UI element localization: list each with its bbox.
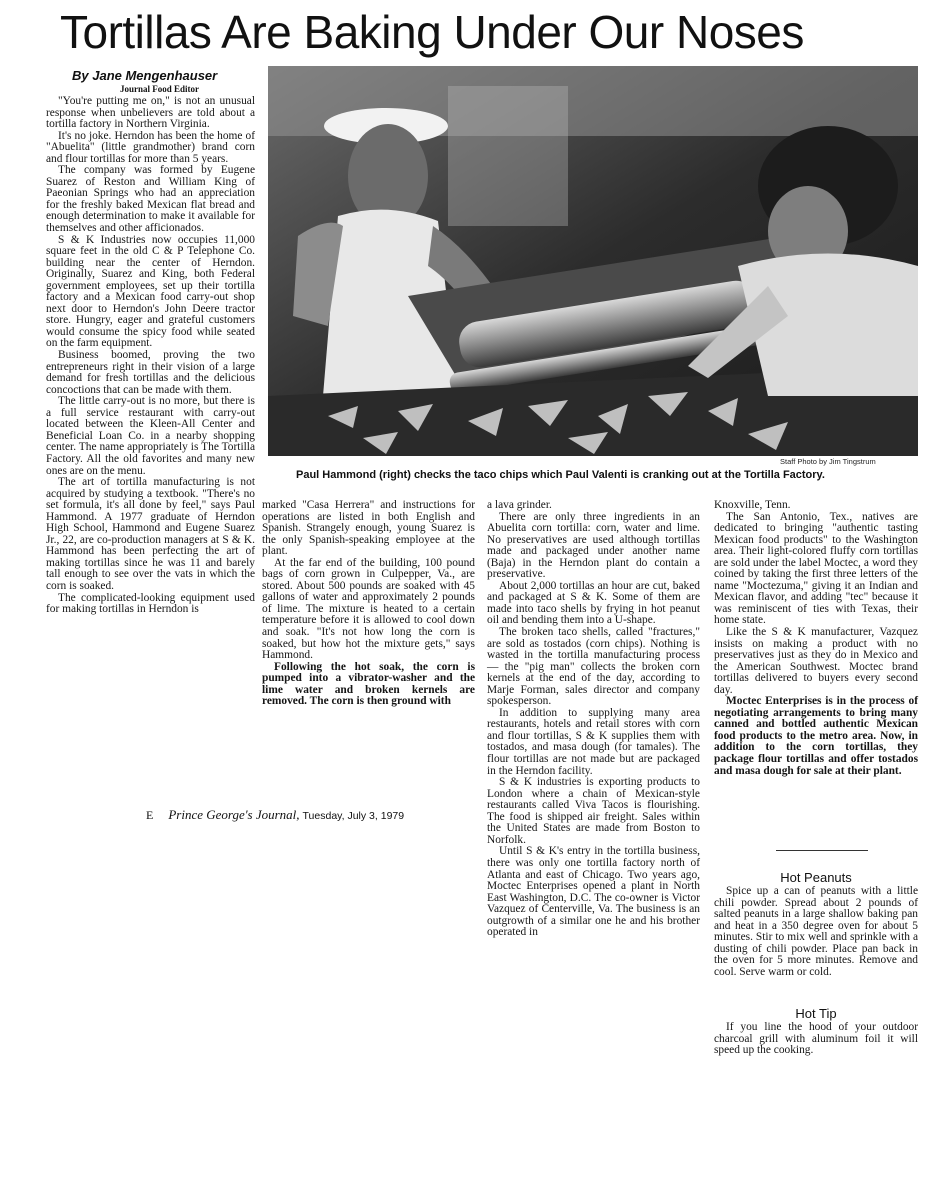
- headline: Tortillas Are Baking Under Our Noses: [60, 6, 804, 58]
- paragraph: It's no joke. Herndon has been the home of "Abuelita" (little grandmother) brand corn and flour tortillas for more than 5 years.: [46, 129, 255, 165]
- paragraph: Like the S & K manufacturer, Vazquez insists on making a product with no preservatives just as they do in Mexico and the American Southwest. Moctec brand tortillas delivered to buyers every second day.: [714, 626, 918, 696]
- article-column-4: [714, 500, 918, 777]
- paragraph: The complicated-looking equipment used for making tortillas in Herndon is: [46, 591, 255, 616]
- paragraph: About 2,000 tortillas an hour are cut, baked and packaged at S & K. Some of them are made into taco shells by frying in hot peanut oil and bending them into a U-shape.: [487, 579, 700, 627]
- paragraph: The company was formed by Eugene Suarez of Reston and William King of Paeonian Springs who had an appreciation for the freshly baked Mexican flat bread and enough determination to make it available for themselves and other afficionados.: [46, 164, 255, 235]
- recipe-title-hot-peanuts: Hot Peanuts: [780, 870, 852, 885]
- paragraph: S & K industries is exporting products to London where a chain of Mexican-style restaurants called Viva Tacos is flourishing. The food is shipped air freight. Sales within the United States are made from Boston to Norfolk.: [487, 776, 700, 846]
- paragraph: There are only three ingredients in an Abuelita corn tortilla: corn, water and lime. No preservatives are used although tortillas made and packaged under another name (Baja) in the Herndon plant do contain a preservative.: [487, 510, 700, 581]
- paragraph: Spice up a can of peanuts with a little chili powder. Spread about 2 pounds of salted peanuts in a large shallow baking pan and heat in a 350 degree oven for about 5 minutes. Stir to mix well and sprinkle with a dusting of chili powder. Place pan back in the oven for 5 more minutes. Remove and cool. Serve warm or cold.: [714, 885, 918, 978]
- photo-credit: Staff Photo by Jim Tingstrum: [780, 457, 876, 466]
- paragraph: "You're putting me on," is not an unusual response when unbelievers are told about a tortilla factory in Northern Virginia.: [46, 95, 255, 131]
- publication-line: [146, 807, 404, 823]
- paragraph: In addition to supplying many area restaurants, hotels and retail stores with corn and flour tortillas, S & K supplies them with tostados, and masa dough (for tamales). The flour tortillas are not made but are packaged in the Herndon facility.: [487, 706, 700, 777]
- paragraph: a lava grinder.: [487, 499, 552, 511]
- paragraph: Knoxville, Tenn.: [714, 499, 791, 511]
- paragraph: S & K Industries now occupies 11,000 square feet in the old C & P Telephone Co. building near the center of Herndon. Originally, Suarez and King, both Federal government employees, set up their tortilla factory and a Mexican food carry-out shop next door to Herndon's John Deere tractor store. Hungry, eager and grateful customers would consume the spicy food while seated on the farm equipment.: [46, 233, 255, 350]
- byline-author: By Jane Mengenhauser: [72, 68, 218, 83]
- paragraph: Business boomed, proving the two entrepreneurs right in their vision of a large demand for fresh tortillas and the delicious concoctions that can be made with them.: [46, 349, 255, 396]
- article-column-2: [262, 500, 475, 708]
- byline-title: Journal Food Editor: [120, 84, 200, 94]
- photo-illustration: [268, 66, 918, 456]
- paragraph: The San Antonio, Tex., natives are dedicated to bringing "authentic tasting Mexican food products" to the Washington area. Their light-colored fluffy corn tortillas are sold under the label Moctec, a word they coined by taking the first three letters of the name "Moctezuma," giving it an Indian and Mexican flavor, and adding "tec" because it was reminiscent of ties with Texas, their home state.: [714, 510, 918, 627]
- paragraph: If you line the hood of your outdoor charcoal grill with aluminum foil it will speed up the cooking.: [714, 1021, 918, 1057]
- paragraph: Moctec Enterprises is in the process of negotiating arrangements to bring many canned and bottled authentic Mexican food products to the metro area. Now, in addition to the corn tortillas, they package flour tortillas and offer tostados and masa dough for sale at their plant.: [714, 695, 918, 777]
- recipe-hot-tip: [714, 1022, 918, 1057]
- article-column-3: [487, 500, 700, 939]
- paragraph: Until S & K's entry in the tortilla business, there was only one tortilla factory north of Atlanta and east of Chicago. Two years ago, Moctec Enterprises opened a plant in North East Washington, D.C. The co-owner is Victor Vazquez of Centerville, Va. The business is an outgrowth of a similar one he and his brother operated in: [487, 845, 700, 939]
- paragraph: The art of tortilla manufacturing is not acquired by studying a textbook. "There's no set formula, it's all done by feel," says Paul Hammond. A 1977 graduate of Herndon High School, Hammond and Eugene Suarez Jr., 22, are co-production managers at S & K. Hammond has been perfecting the art of making tortillas since he was 11 and barely tall enough to see over the vats in which the corn is soaked.: [46, 476, 255, 592]
- paragraph: Following the hot soak, the corn is pumped into a vibrator-washer and the lime water and broken kernels are removed. The corn is then ground with: [262, 660, 475, 708]
- recipe-hot-peanuts: [714, 886, 918, 978]
- news-photo: [268, 66, 918, 456]
- section-divider: [776, 850, 868, 851]
- paragraph: At the far end of the building, 100 pound bags of corn grown in Culpepper, Va., are stored. About 500 pounds are soaked with 45 gallons of water and approximately 2 pounds of lime. The mixture is heated to a certain temperature before it is allowed to cool down and soak. "It's not how long the corn is soaked, but how hot the mixture gets," says Hammond.: [262, 556, 475, 662]
- paragraph: The broken taco shells, called "fractures," are sold as tostados (corn chips). Nothing is wasted in the tortilla manufacturing process — the "pig man" collects the broken corn kernels at the end of the day, according to Marje Forman, sales director and company spokesperson.: [487, 626, 700, 708]
- photo-caption: Paul Hammond (right) checks the taco chips which Paul Valenti is cranking out at the Tortilla Factory.: [296, 469, 825, 481]
- publication-name: Prince George's Journal,: [168, 807, 300, 822]
- paragraph: marked "Casa Herrera" and instructions for operations are listed in both English and Spanish. Strangely enough, young Suarez is the only Spanish-speaking employee at the plant.: [262, 499, 475, 558]
- article-column-1: [46, 96, 255, 616]
- source-prefix: E: [146, 808, 154, 822]
- recipe-title-hot-tip: Hot Tip: [795, 1006, 837, 1021]
- paragraph: The little carry-out is no more, but there is a full service restaurant with carry-out located between the Kleen-All Center and Beneficial Loan Co. in a nearby shopping center. The name appropriately is The Tortilla Factory. All the old favorites and many new ones are on the menu.: [46, 395, 255, 477]
- publication-date: Tuesday, July 3, 1979: [302, 810, 405, 822]
